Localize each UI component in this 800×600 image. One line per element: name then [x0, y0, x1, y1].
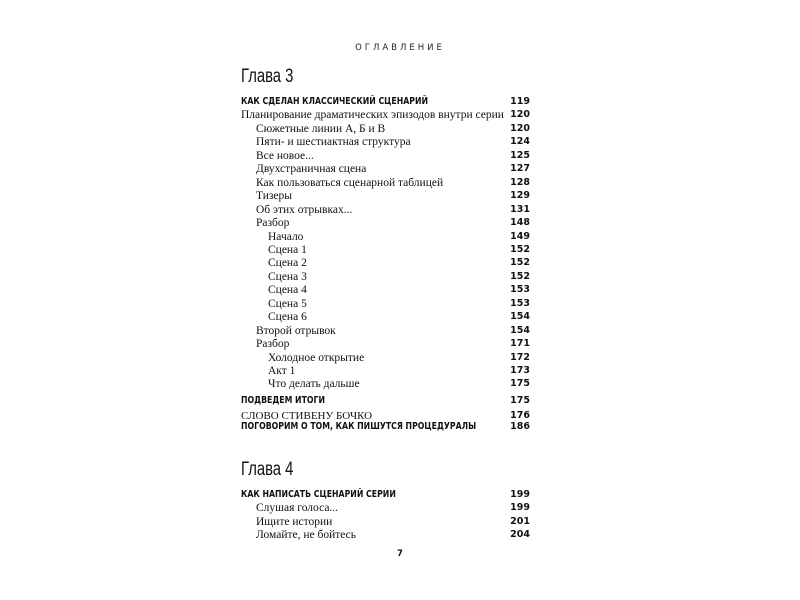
toc-entry-label: Все новое...	[256, 149, 314, 162]
toc-entry-label: Сцена 1	[268, 243, 307, 256]
toc-entry-page: 154	[510, 324, 530, 336]
toc-entry[interactable]	[241, 377, 530, 391]
toc-entry-page: 125	[510, 149, 530, 161]
toc-entry-page: 131	[510, 203, 530, 215]
toc-entry-label: Ломайте, не бойтесь	[256, 529, 357, 542]
toc-entry-page: 175	[510, 394, 530, 406]
toc-entry-page: 186	[510, 421, 530, 433]
toc-entry[interactable]	[241, 528, 530, 542]
toc-entry[interactable]	[241, 515, 530, 529]
toc-entry-page: 120	[510, 109, 530, 121]
toc-entry[interactable]	[241, 270, 530, 284]
toc-entry-label: ПОГОВОРИМ О ТОМ, КАК ПИШУТСЯ ПРОЦЕДУРАЛЫ	[241, 421, 477, 433]
toc-entry[interactable]	[241, 283, 530, 297]
page-number: 7	[397, 549, 403, 559]
toc-entry[interactable]	[241, 189, 530, 203]
toc-entry-page: 152	[510, 257, 530, 269]
toc-entry[interactable]	[241, 337, 530, 351]
toc-entry-label: Второй отрывок	[256, 324, 336, 337]
toc-entry-label: КАК НАПИСАТЬ СЦЕНАРИЙ СЕРИИ	[241, 489, 396, 500]
toc-entry[interactable]	[241, 135, 530, 149]
toc-entry-page: 128	[510, 176, 530, 188]
toc-entry[interactable]	[241, 310, 530, 324]
chapter-title: Глава 3	[241, 66, 294, 87]
toc-entry-label: Акт 1	[268, 365, 296, 377]
toc-entry-page: 148	[510, 217, 530, 229]
page-header: ОГЛАВЛЕНИЕ	[355, 43, 445, 53]
toc-entry-page: 120	[510, 122, 530, 134]
toc-entry-page: 129	[510, 190, 530, 202]
toc-entry[interactable]	[241, 394, 530, 408]
toc-entry[interactable]	[241, 216, 530, 230]
toc-entry-page: 171	[510, 338, 530, 350]
toc-entry-label: Сцена 4	[268, 284, 307, 297]
toc-entry-page: 154	[510, 311, 530, 323]
toc-entry-page: 152	[510, 243, 530, 255]
toc-entry-label: Пяти- и шестиактная структура	[256, 136, 411, 149]
toc-entry-page: 204	[510, 529, 530, 541]
toc-entry-page: 201	[510, 515, 530, 527]
toc-entry[interactable]	[241, 243, 530, 257]
toc-entry-label: СЛОВО СТИВЕНУ БОЧКО	[241, 409, 373, 422]
toc-entry-label: Сюжетные линии А, Б и В	[256, 122, 386, 135]
toc-entry-page: 199	[510, 489, 530, 500]
toc-entry-label: Что делать дальше	[268, 378, 360, 391]
toc-entry[interactable]	[241, 203, 530, 217]
toc-entry-page: 173	[510, 365, 530, 376]
toc-entry-label: Двухстраничная сцена	[256, 163, 367, 176]
toc-entry-page: 153	[510, 284, 530, 296]
toc-entry[interactable]	[241, 230, 530, 244]
toc-entry-label: Холодное открытие	[268, 351, 365, 364]
toc-entry-label: Разбор	[256, 217, 290, 230]
toc-entry[interactable]	[241, 324, 530, 338]
toc-entry-page: 124	[510, 136, 530, 148]
toc-entry-label: Ищите истории	[256, 515, 333, 528]
toc-entry-label: Сцена 2	[268, 257, 307, 270]
toc-entry[interactable]	[241, 108, 530, 122]
toc-entry-page: 175	[510, 378, 530, 390]
toc-entry-page: 199	[510, 502, 530, 514]
toc-entry[interactable]	[241, 351, 530, 365]
toc-entry[interactable]	[241, 149, 530, 163]
toc-entry-label: ПОДВЕДЕМ ИТОГИ	[241, 394, 326, 406]
toc-entry-page: 119	[510, 96, 530, 107]
toc-entry[interactable]	[241, 501, 530, 515]
toc-entry-page: 172	[510, 351, 530, 363]
chapter-title: Глава 4	[241, 459, 294, 480]
toc-entry[interactable]	[241, 256, 530, 270]
toc-entry[interactable]	[241, 162, 530, 176]
toc-entry-page: 152	[510, 270, 530, 282]
toc-entry-label: Слушая голоса...	[256, 502, 339, 515]
toc-entry[interactable]	[241, 95, 530, 109]
toc-entry[interactable]	[241, 488, 530, 502]
toc-entry-label: Об этих отрывках...	[256, 203, 353, 216]
toc-entry[interactable]	[241, 420, 530, 434]
toc-entry-page: 176	[510, 409, 530, 421]
toc-entry[interactable]	[241, 122, 530, 136]
toc-entry-label: Тизеры	[256, 190, 293, 203]
toc-entry[interactable]	[241, 176, 530, 190]
toc-entry-label: Сцена 3	[268, 270, 307, 283]
toc-entry[interactable]	[241, 364, 530, 378]
toc-entry-page: 153	[510, 297, 530, 309]
toc-entry-label: Как пользоваться сценарной таблицей	[256, 176, 444, 189]
toc-entry-label: Планирование драматических эпизодов внутри серии	[241, 109, 504, 122]
toc-entry-label: Разбор	[256, 338, 290, 351]
toc-entry-page: 149	[510, 230, 530, 242]
toc-entry-label: КАК СДЕЛАН КЛАССИЧЕСКИЙ СЦЕНАРИЙ	[241, 96, 429, 107]
toc-entry-page: 127	[510, 163, 530, 175]
toc-entry-label: Сцена 5	[268, 297, 307, 310]
toc-entry-label: Сцена 6	[268, 311, 307, 324]
toc-entry[interactable]	[241, 297, 530, 311]
toc-entry-label: Начало	[268, 230, 304, 243]
